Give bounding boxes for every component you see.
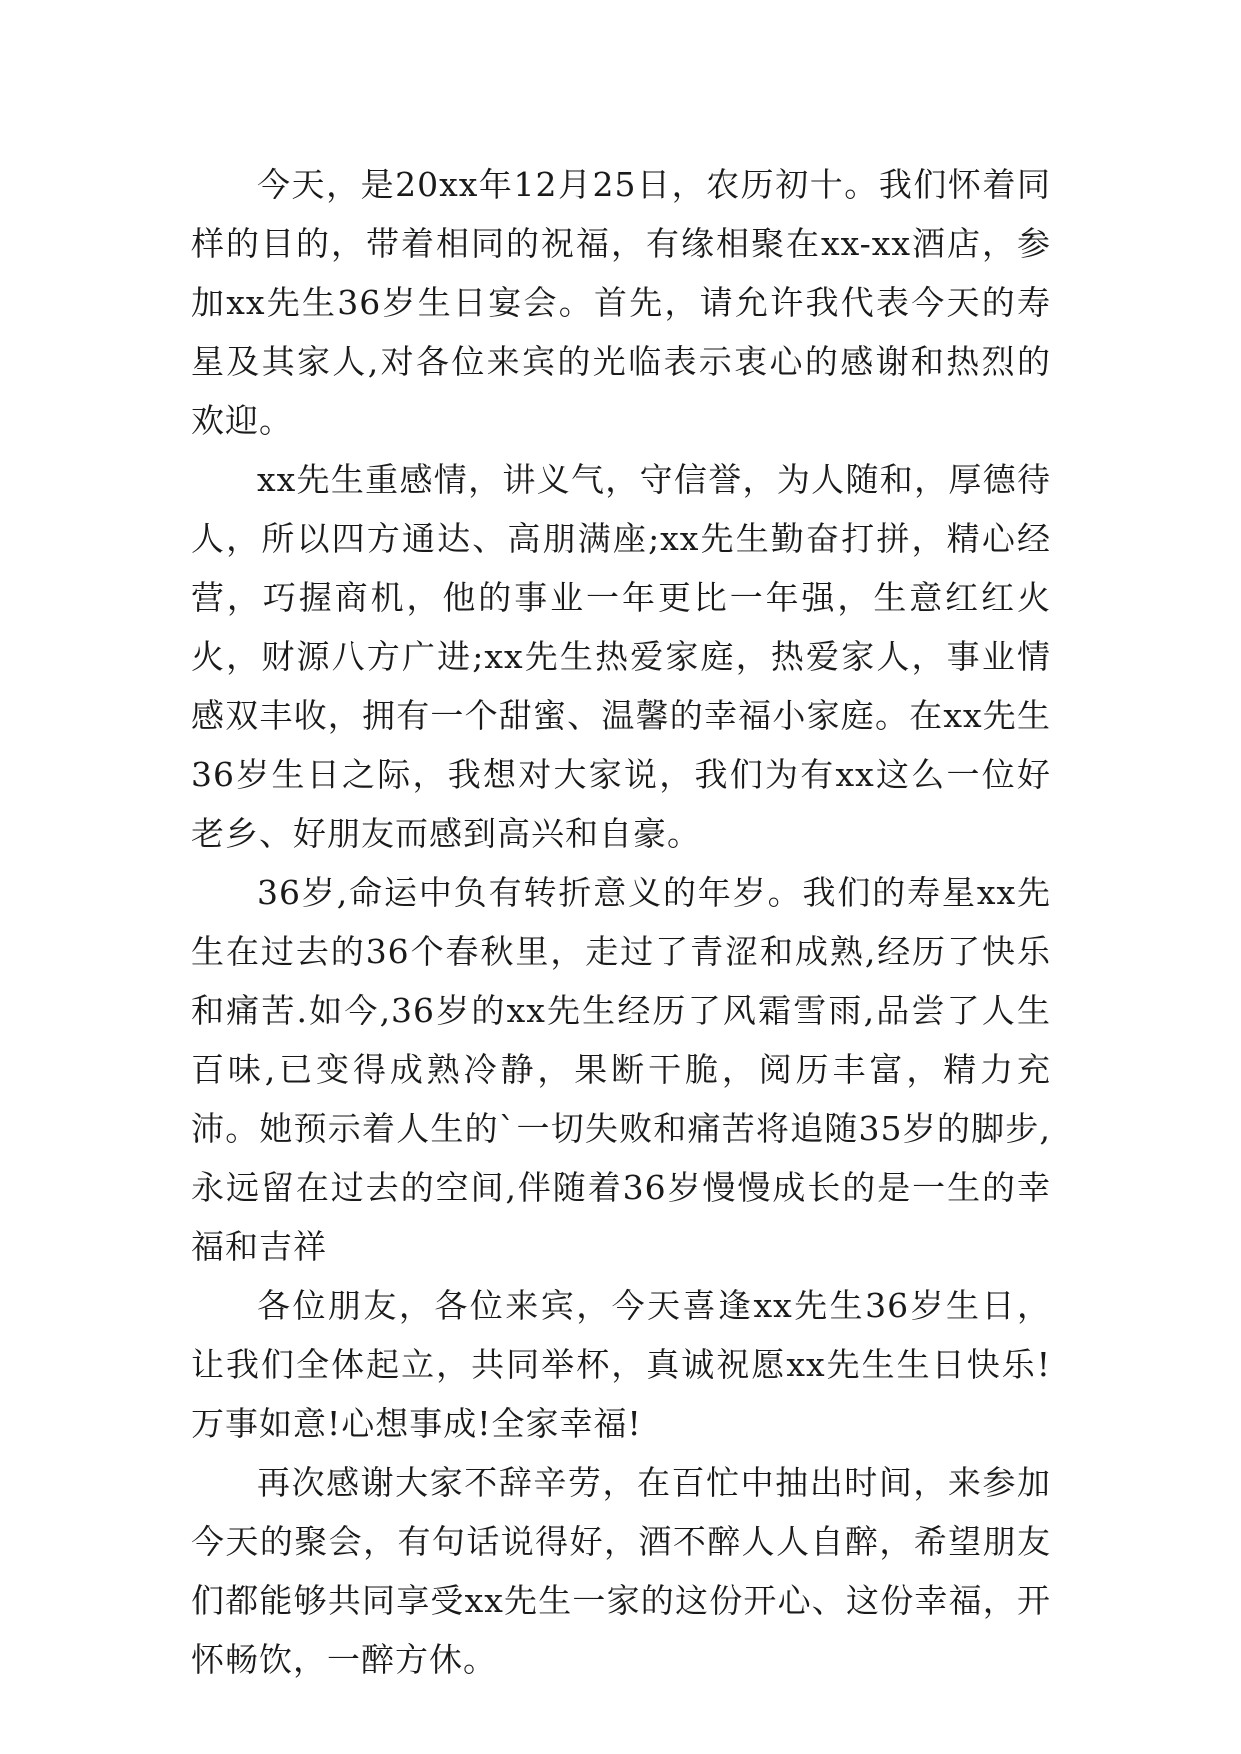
paragraph-4: 各位朋友，各位来宾，今天喜逢xx先生36岁生日，让我们全体起立，共同举杯，真诚祝愿xx先生生日快乐!万事如意!心想事成!全家幸福!: [191, 1286, 1051, 1443]
paragraph-1: 今天，是20xx年12月25日，农历初十。我们怀着同样的目的，带着相同的祝福，有缘相聚在xx-xx酒店，参加xx先生36岁生日宴会。首先，请允许我代表今天的寿星及其家人,对各位来宾的光临表示衷心的感谢和热烈的欢迎。: [191, 165, 1051, 440]
paragraph-3: 36岁,命运中负有转折意义的年岁。我们的寿星xx先生在过去的36个春秋里，走过了青涩和成熟,经历了快乐和痛苦.如今,36岁的xx先生经历了风霜雪雨,品尝了人生百味,已变得成熟冷静，果断干脆，阅历丰富，精力充沛。她预示着人生的`一切失败和痛苦将追随35岁的脚步,永远留在过去的空间,伴随着36岁慢慢成长的是一生的幸福和吉祥: [191, 873, 1051, 1266]
document-body: [191, 155, 1051, 1689]
paragraph-5: 再次感谢大家不辞辛劳，在百忙中抽出时间，来参加今天的聚会，有句话说得好，酒不醉人人自醉，希望朋友们都能够共同享受xx先生一家的这份开心、这份幸福，开怀畅饮，一醉方休。: [191, 1463, 1051, 1679]
paragraph-2: xx先生重感情，讲义气，守信誉，为人随和，厚德待人，所以四方通达、高朋满座;xx先生勤奋打拼，精心经营，巧握商机，他的事业一年更比一年强，生意红红火火，财源八方广进;xx先生热爱家庭，热爱家人，事业情感双丰收，拥有一个甜蜜、温馨的幸福小家庭。在xx先生36岁生日之际，我想对大家说，我们为有xx这么一位好老乡、好朋友而感到高兴和自豪。: [191, 460, 1051, 853]
